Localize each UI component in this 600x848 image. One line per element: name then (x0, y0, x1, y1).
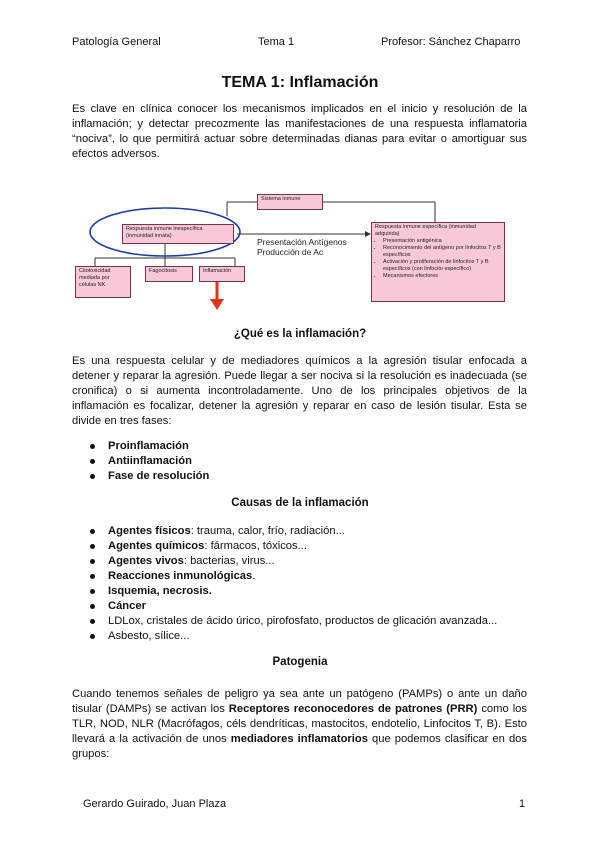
mediators-term: mediadores inflamatorios (230, 733, 368, 745)
cause-name: Agentes vivos (108, 555, 184, 567)
list-item (88, 569, 497, 584)
list-item (88, 629, 497, 644)
what-is-paragraph: Es una respuesta celular y de mediadores químicos a la agresión tisular enfocada a detener y reparar la agresión. Puede llegar a ser nociva si la resolución es inadecuada (se cronifica) o si aumenta incontroladamente. Uno de los principales objetivos de la inflamación es focalizar, detener la agresión y reparar en caso de lesión tisular. Esta se divide en tres fases: (72, 355, 527, 427)
adaptive-response-box (371, 222, 505, 302)
adaptive-title: Respuesta inmune específica (inmunidad adquirida) (375, 224, 476, 237)
footer-authors: Gerardo Guirado, Juan Plaza (83, 798, 227, 810)
cause-name: Cáncer (108, 600, 146, 612)
adaptive-item: • Activación y proliferación de linfocitos T y B específicos (con linfocito específico) (383, 259, 501, 273)
phases-list (88, 439, 209, 484)
list-item: Antiinflamación (88, 454, 209, 469)
cause-detail: : fármacos, tóxicos... (204, 540, 307, 552)
immune-system-box: Sistema inmune (257, 194, 323, 210)
cause-name: Isquemia, necrosis. (108, 585, 212, 597)
cause-detail: : bacterias, virus... (183, 555, 275, 567)
inflammation-box: Inflamación (199, 266, 245, 282)
cause-detail: LDLox, cristales de ácido úrico, pirofosfato, productos de glicación avanzada... (108, 615, 498, 627)
immune-response-diagram (65, 186, 535, 311)
antigen-label (257, 237, 347, 257)
cause-detail: Asbesto, sílice... (108, 630, 190, 642)
nk-cytotoxicity-box: Citotoxicidad mediada por células NK (75, 266, 131, 298)
pathogenesis-text: Cuando tenemos señales de peligro ya sea ante un patógeno (PAMPs) o ante un daño tisular (DAMPs) se activan los (72, 688, 527, 715)
header-subject: Patología General (72, 36, 161, 48)
pathogenesis-paragraph (72, 687, 527, 762)
header-topic: Tema 1 (258, 36, 295, 48)
antigen-presentation-label: Presentación Antígenos (257, 237, 347, 247)
prr-term: Receptores reconocedores de patrones (PRR) (228, 703, 478, 715)
antibody-production-label: Producción de Ac (257, 247, 324, 257)
adaptive-list (375, 238, 501, 280)
cause-name: Reacciones inmunológicas (108, 570, 253, 582)
page-number: 1 (519, 798, 526, 810)
pathogenesis-text: como los TLR, NOD, NLR (Macrófagos, céls dendríticas, mastocitos, endotelio, Linfocitos T, B). Esto llevará a la activación de unos (72, 703, 527, 745)
list-item (88, 614, 497, 629)
adaptive-item: • Reconocimiento del antígeno por linfocitos T y B específicos (383, 245, 501, 259)
cause-detail: . (252, 570, 256, 582)
pathogenesis-text: que podemos clasificar en dos grupos: (72, 733, 527, 760)
adaptive-item: • Mecanismos efectores (383, 273, 501, 280)
section-title-causes: Causas de la inflamación (231, 497, 369, 509)
cause-name: Agentes químicos (108, 540, 205, 552)
innate-response-box: Respuesta inmune inespecífica (inmunidad innata) (122, 224, 234, 244)
list-item (88, 599, 497, 614)
section-title-pathogenesis: Patogenia (272, 656, 328, 668)
causes-list (88, 524, 497, 644)
phagocytosis-box: Fagocitosis (145, 266, 193, 282)
list-item (88, 584, 497, 599)
adaptive-item: • Presentación antigénica (383, 238, 501, 245)
list-item: Proinflamación (88, 439, 209, 454)
page-title: TEMA 1: Inflamación (221, 74, 379, 91)
cause-name: Agentes físicos (108, 525, 191, 537)
header-professor: Profesor: Sánchez Chaparro (381, 36, 521, 48)
list-item (88, 554, 497, 569)
intro-paragraph: Es clave en clínica conocer los mecanismos implicados en el inicio y resolución de la inflamación; y detectar precozmente las manifestaciones de una respuesta inflamatoria “nociva”, lo que permitirá actuar sobre determinadas dianas para evitar o amortiguar sus efectos adversos. (72, 103, 527, 160)
list-item (88, 539, 497, 554)
list-item: Fase de resolución (88, 469, 209, 484)
cause-detail: : trauma, calor, frío, radiación... (190, 525, 345, 537)
section-title-what-is: ¿Qué es la inflamación? (233, 328, 367, 340)
list-item (88, 524, 497, 539)
